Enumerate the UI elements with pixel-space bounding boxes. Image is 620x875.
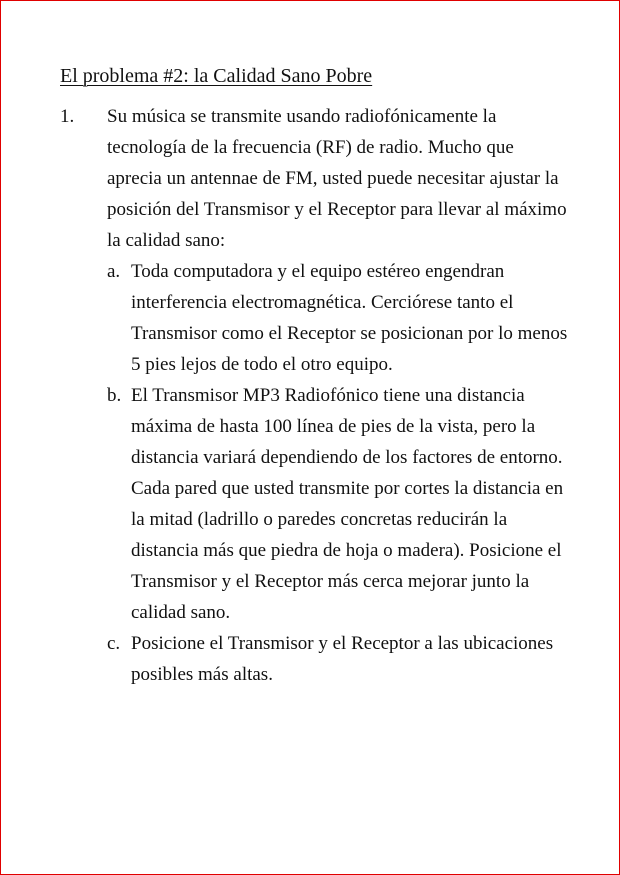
item-text: Su música se transmite usando radiofónicamente la tecnología de la frecuencia (RF) de radio. Mucho que aprecia un antennae de FM, usted puede necesitar ajustar la posición del Transmisor y el Receptor para llevar al máximo la calidad sano: — [107, 106, 567, 251]
sub-item-c — [107, 628, 570, 690]
sub-item-marker: b. — [107, 385, 122, 406]
sub-item-text: Posicione el Transmisor y el Receptor a las ubicaciones posibles más altas. — [131, 633, 554, 685]
item-body — [107, 101, 570, 690]
sub-item-text: El Transmisor MP3 Radiofónico tiene una distancia máxima de hasta 100 línea de pies de la vista, pero la distancia variará dependiendo de los factores de entorno. Cada pared que usted transmite por cortes la distancia en la mitad (ladrillo o paredes concretas reducirán la distancia más que piedra de hoja o madera). Posicione el Transmisor y el Receptor más cerca mejorar junto la calidad sano. — [131, 385, 564, 623]
sub-item-text: Toda computadora y el equipo estéreo engendran interferencia electromagnética. Cerciórese tanto el Transmisor como el Receptor se posicionan por lo menos 5 pies lejos de todo el otro equipo. — [131, 261, 568, 375]
item-number: 1. — [60, 106, 75, 127]
sub-item-marker: c. — [107, 633, 121, 654]
numbered-item — [60, 101, 570, 690]
sub-item-a — [107, 256, 570, 380]
section-title: El problema #2: la Calidad Sano Pobre — [60, 65, 373, 87]
sub-item-marker: a. — [107, 261, 121, 282]
sub-item-b — [107, 380, 570, 628]
sub-list — [107, 256, 570, 690]
